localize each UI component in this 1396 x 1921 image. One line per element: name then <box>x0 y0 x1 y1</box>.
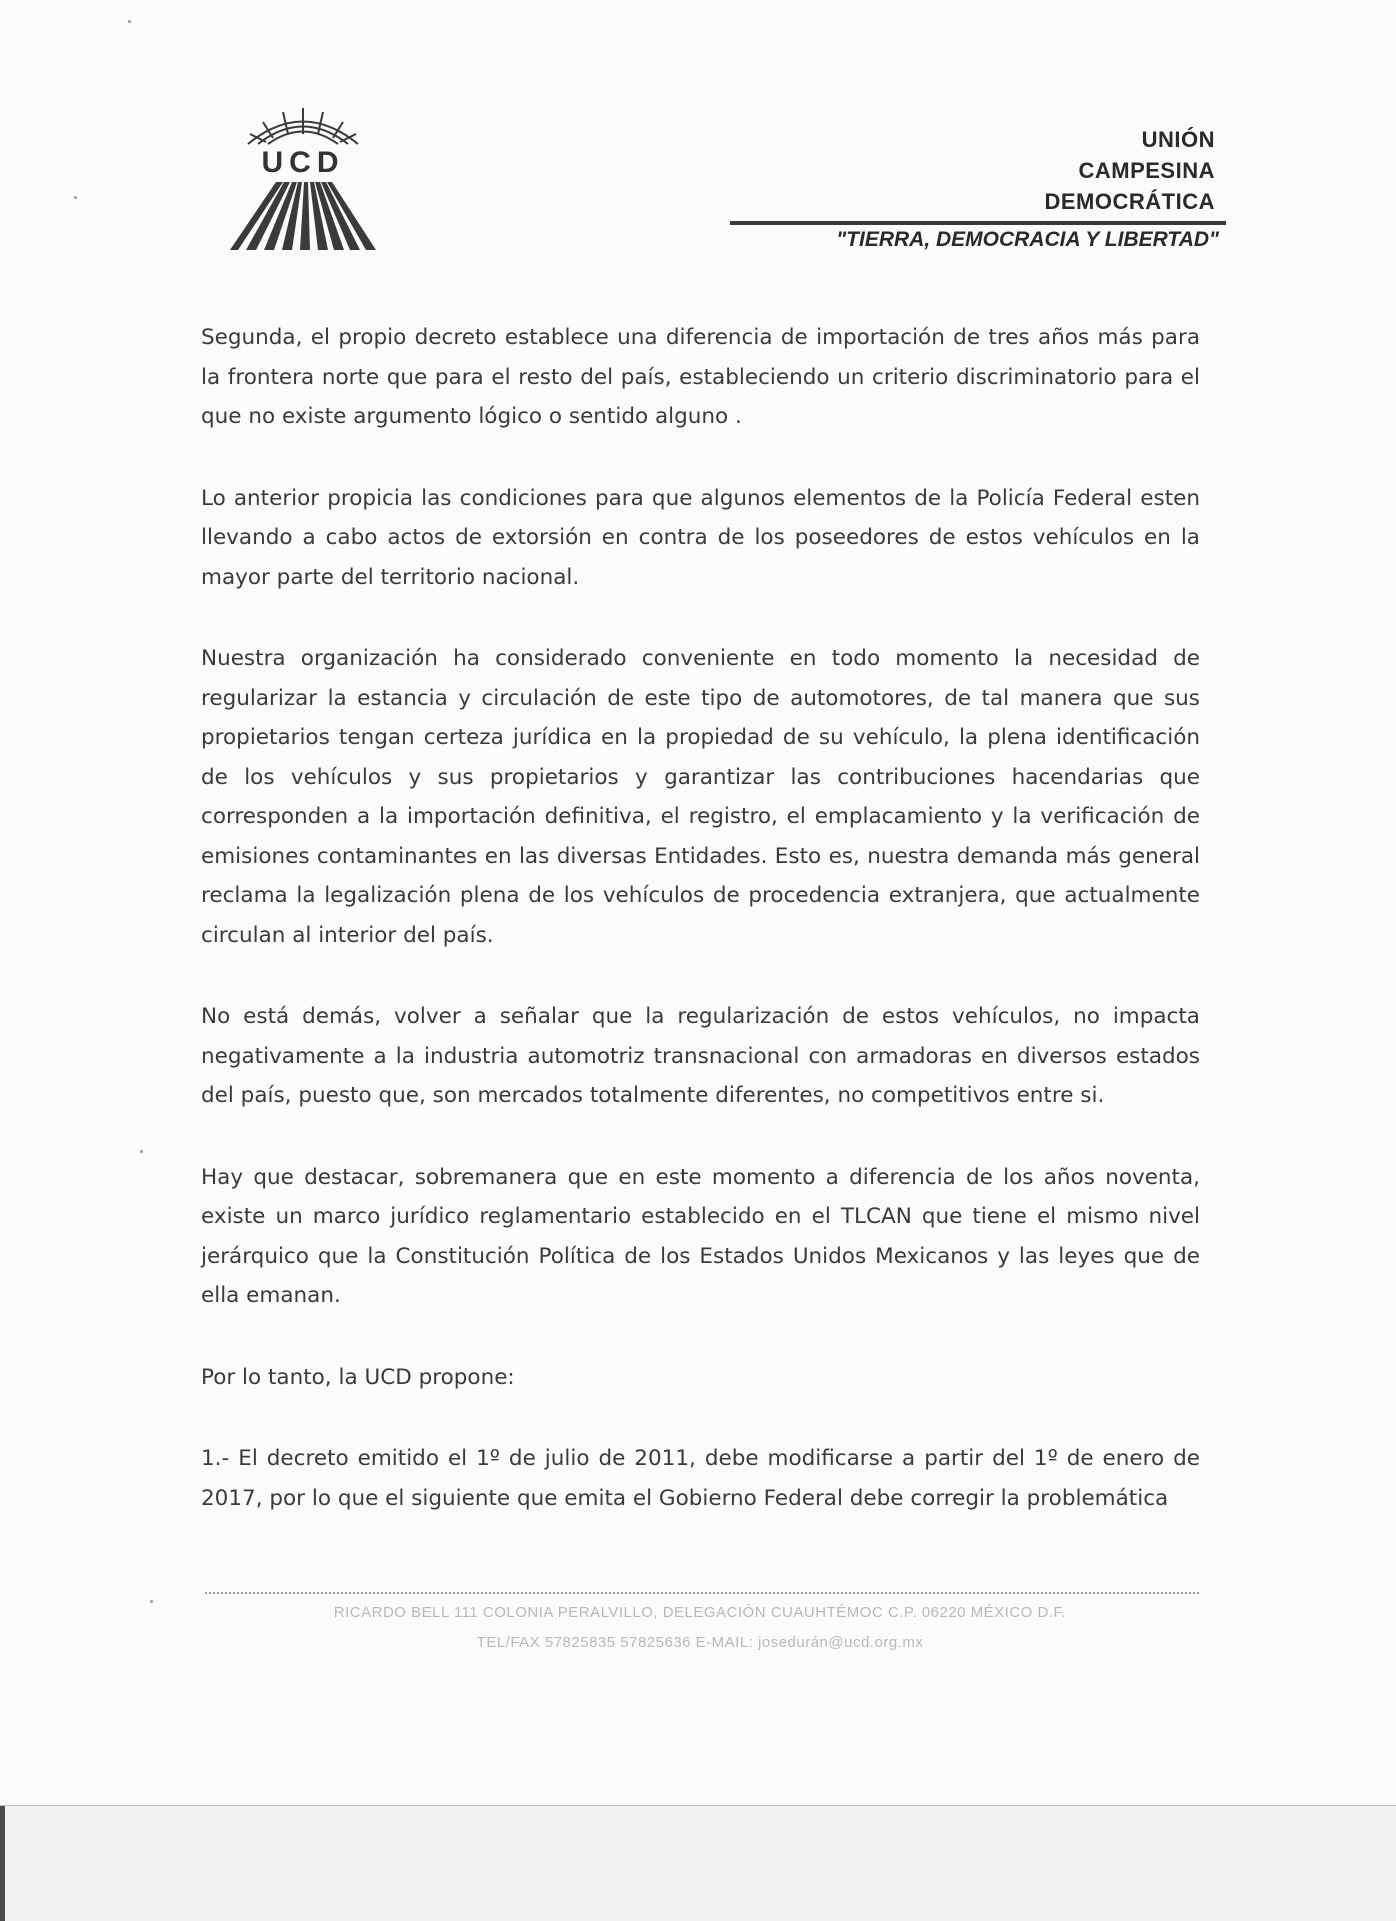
paragraph: Hay que destacar, sobremanera que en este momento a diferencia de los años noventa, existe un marco jurídico reglamentario establecido en el TLCAN que tiene el mismo nivel jerárquico que la Constitución Política de los Estados Unidos Mexicanos y las leyes que de ella emanan. <box>201 1164 1200 1308</box>
header-divider <box>730 221 1226 225</box>
paragraph: Lo anterior propicia las condiciones para que algunos elementos de la Policía Federal esten llevando a cabo actos de extorsión en contra de los poseedores de estos vehículos en la mayor parte del territorio nacional. <box>201 485 1200 590</box>
scan-speck <box>150 1600 153 1603</box>
scan-margin <box>0 1805 1396 1921</box>
motto: "TIERRA, DEMOCRACIA Y LIBERTAD" <box>836 228 1219 251</box>
footer-address: RICARDO BELL 111 COLONIA PERALVILLO, DELEGACIÓN CUAUHTÉMOC C.P. 06220 MÉXICO D.F. <box>333 1604 1067 1621</box>
ucd-logo <box>228 104 378 254</box>
scan-speck <box>74 196 77 199</box>
paragraph: No está demás, volver a señalar que la regularización de estos vehículos, no impacta negativamente a la industria automotriz transnacional con armadoras en diversos estados del país, puesto que, son mercados totalmente diferentes, no competitivos entre si. <box>201 1004 1200 1108</box>
scan-speck <box>140 1150 143 1153</box>
footer-divider <box>205 1592 1199 1596</box>
org-line-1: UNIÓN <box>1141 127 1215 152</box>
org-line-3: DEMOCRÁTICA <box>1044 189 1215 214</box>
scan-speck <box>128 20 131 23</box>
organization-name <box>1045 124 1216 217</box>
logo-text: UCD <box>261 146 345 179</box>
org-line-2: CAMPESINA <box>1078 158 1215 183</box>
paragraph: Nuestra organización ha considerado conveniente en todo momento la necesidad de regularizar la estancia y circulación de este tipo de automotores, de tal manera que sus propietarios tengan certeza jurídica en la propiedad de su vehículo, la plena identificación de los vehículos y sus propietarios y garantizar las contribuciones hacendarias que corresponden a la importación definitiva, el registro, el emplacamiento y la verificación de emisiones contaminantes en las diversas Entidades. Esto es, nuestra demanda más general reclama la legalización plena de los vehículos de procedencia extranjera, que actualmente circulan al interior del país. <box>201 646 1200 948</box>
paragraph: 1.- El decreto emitido el 1º de julio de 2011, debe modificarse a partir del 1º de enero de 2017, por lo que el siguiente que emita el Gobierno Federal debe corregir la problemática <box>201 1446 1200 1511</box>
letter-body <box>201 318 1200 1560</box>
paragraph: Por lo tanto, la UCD propone: <box>201 1364 515 1390</box>
footer-contact: TEL/FAX 57825835 57825636 E-MAIL: josedurán@ucd.org.mx <box>476 1634 924 1651</box>
scan-edge <box>0 1806 5 1921</box>
paragraph: Segunda, el propio decreto establece una diferencia de importación de tres años más para la frontera norte que para el resto del país, estableciendo un criterio discriminatorio para el que no existe argumento lógico o sentido alguno . <box>201 325 1200 429</box>
